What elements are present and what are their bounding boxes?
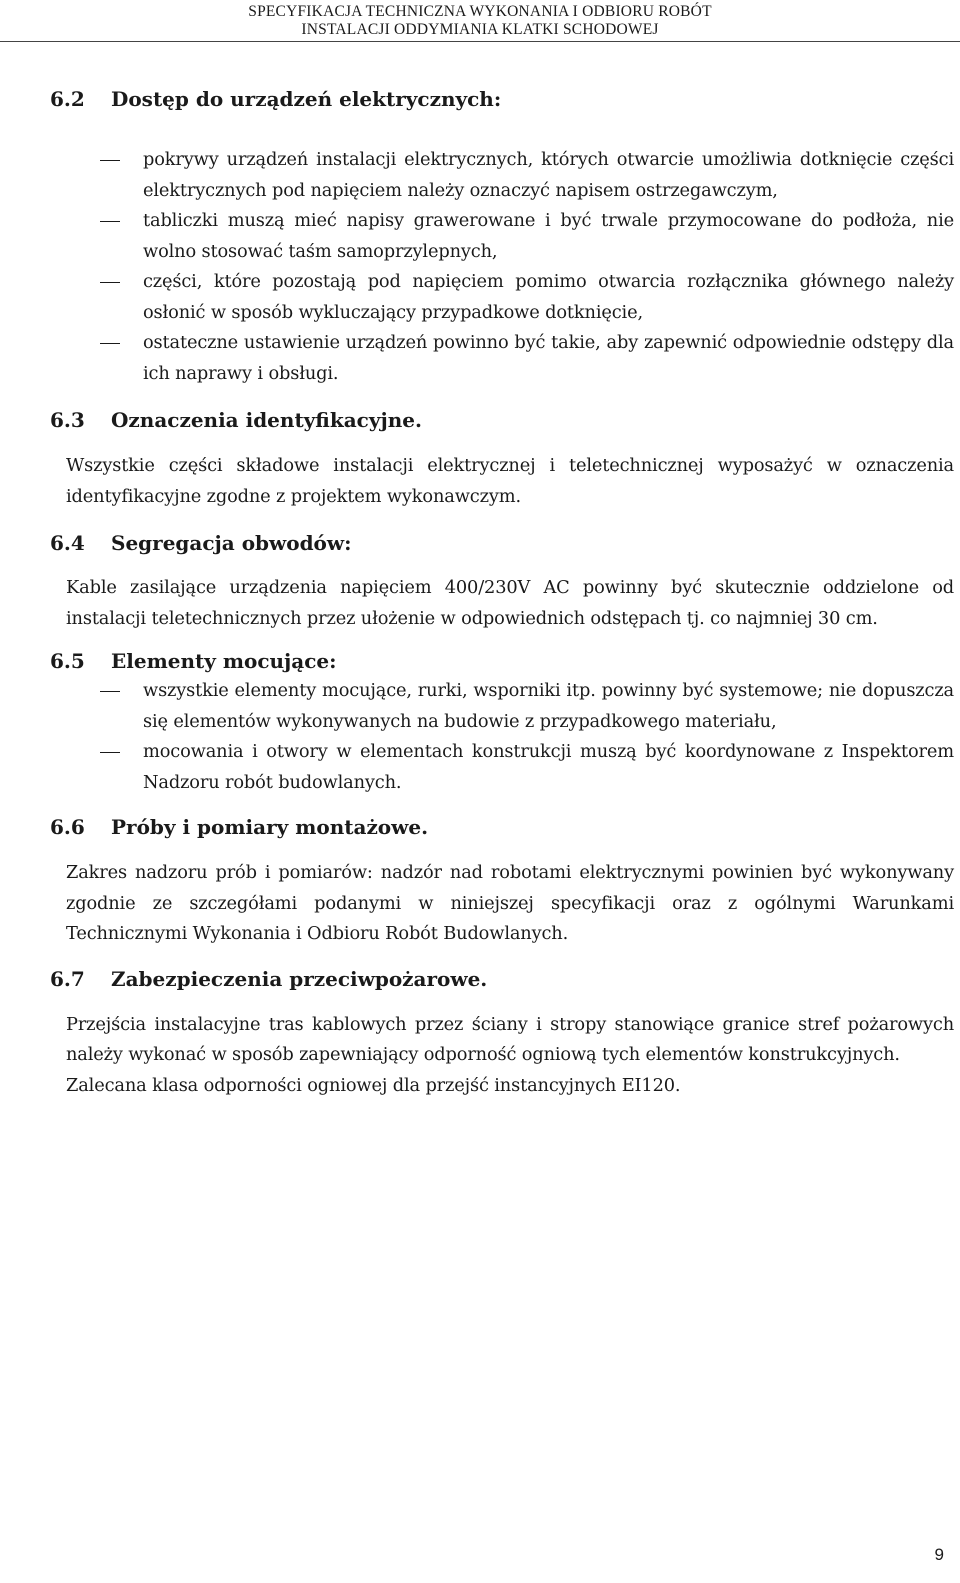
list-item: tabliczki muszą mieć napisy grawerowane i być trwale przymocowane do podłoża, nie wolno stosować taśm samoprzylepnych, xyxy=(66,206,954,267)
section-title: Zabezpieczenia przeciwpożarowe. xyxy=(111,966,488,991)
section-title: Próby i pomiary montażowe. xyxy=(111,815,429,839)
running-header xyxy=(0,3,960,39)
dash-bullet xyxy=(100,221,120,222)
section-heading-6-4 xyxy=(50,528,954,558)
list-item: ostateczne ustawienie urządzeń powinno być takie, aby zapewnić odpowiednie odstępy dla ich naprawy i obsługi. xyxy=(66,328,954,389)
section-number: 6.3 xyxy=(50,408,85,432)
dash-bullet xyxy=(100,160,120,161)
paragraph-6-6: Zakres nadzoru prób i pomiarów: nadzór nad robotami elektrycznymi powinien być wykonywany zgodnie ze szczegółami podanymi w niniejszej specyfikacji oraz z ogólnymi Warunkami Technicznymi Wykonania i Odbioru Robót Budowlanych. xyxy=(66,862,954,944)
section-heading-6-3 xyxy=(50,405,954,435)
document-body xyxy=(50,84,954,1101)
section-heading-6-5 xyxy=(50,646,954,676)
section-title: Oznaczenia identyfikacyjne. xyxy=(111,408,422,432)
section-heading-6-6 xyxy=(50,812,954,842)
bullet-list-6-2 xyxy=(66,145,954,389)
section-number: 6.6 xyxy=(50,815,85,839)
list-item: mocowania i otwory w elementach konstrukcji muszą być koordynowane z Inspektorem Nadzoru robót budowlanych. xyxy=(66,737,954,798)
section-number: 6.5 xyxy=(50,649,85,673)
dash-bullet xyxy=(100,691,120,692)
dash-bullet xyxy=(100,752,120,753)
paragraph-6-3: Wszystkie części składowe instalacji elektrycznej i teletechnicznej wyposażyć w oznaczenia identyfikacyjne zgodne z projektem wykonawczym. xyxy=(66,455,954,507)
header-line-2: INSTALACJI ODDYMIANIA KLATKI SCHODOWEJ xyxy=(301,21,659,38)
header-divider xyxy=(0,41,960,42)
dash-bullet xyxy=(100,343,120,344)
section-title: Elementy mocujące: xyxy=(111,649,337,673)
paragraph-6-7: Przejścia instalacyjne tras kablowych przez ściany i stropy stanowiące granice stref pożarowych należy wykonać w sposób zapewniający odporność ogniową tych elementów konstrukcyjnych. xyxy=(66,1013,954,1065)
header-line-1: SPECYFIKACJA TECHNICZNA WYKONANIA I ODBIORU ROBÓT xyxy=(248,3,712,20)
dash-bullet xyxy=(100,282,120,283)
section-title: Dostęp do urządzeń elektrycznych: xyxy=(111,87,502,111)
bullet-list-6-5 xyxy=(66,676,954,798)
section-number: 6.2 xyxy=(50,87,85,111)
paragraph-6-7-recommendation: Zalecana klasa odporności ogniowej dla przejść instancyjnych EI120. xyxy=(66,1074,681,1096)
list-item: pokrywy urządzeń instalacji elektrycznych, których otwarcie umożliwia dotknięcie części elektrycznych pod napięciem należy oznaczyć napisem ostrzegawczym, xyxy=(66,145,954,206)
section-number: 6.4 xyxy=(50,531,85,555)
paragraph-6-4: Kable zasilające urządzenia napięciem 400/230V AC powinny być skutecznie oddzielone od instalacji teletechnicznych przez ułożenie w odpowiednich odstępach tj. co najmniej 30 cm. xyxy=(66,577,954,629)
section-number: 6.7 xyxy=(50,966,85,991)
page-number: 9 xyxy=(934,1545,944,1564)
list-item: wszystkie elementy mocujące, rurki, wsporniki itp. powinny być systemowe; nie dopuszcza się elementów wykonywanych na budowie z przypadkowego materiału, xyxy=(66,676,954,737)
section-title: Segregacja obwodów: xyxy=(111,531,352,555)
section-heading-6-7 xyxy=(50,964,954,994)
section-heading-6-2 xyxy=(50,84,954,114)
list-item: części, które pozostają pod napięciem pomimo otwarcia rozłącznika głównego należy osłonić w sposób wykluczający przypadkowe dotknięcie, xyxy=(66,267,954,328)
